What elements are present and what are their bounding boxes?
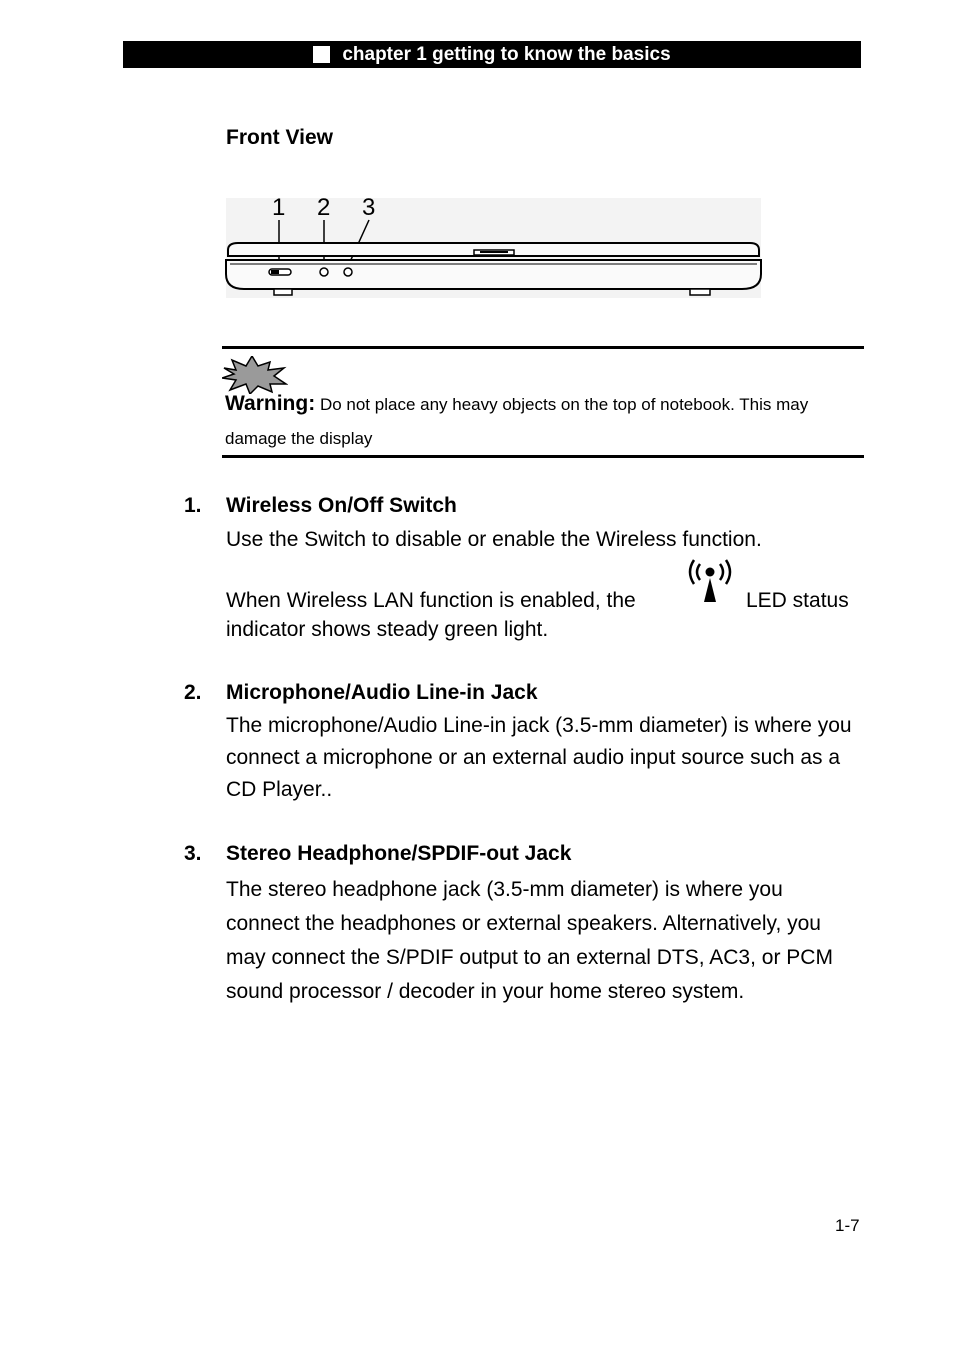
- item-title: Microphone/Audio Line-in Jack: [226, 681, 538, 704]
- item-title: Wireless On/Off Switch: [226, 494, 457, 517]
- warning-message: Do not place any heavy objects on the top of notebook. This may damage the display: [225, 395, 809, 448]
- section-title: Front View: [226, 126, 333, 149]
- item-number: 3.: [184, 842, 202, 865]
- item-number: 2.: [184, 681, 202, 704]
- square-bullet-icon: [313, 46, 330, 63]
- item-description: The microphone/Audio Line-in jack (3.5-mm diameter) is where you connect a microphone or an external audio input source such as a CD Player..: [226, 714, 852, 801]
- callout-3: 3: [362, 194, 376, 221]
- item-title: Stereo Headphone/SPDIF-out Jack: [226, 842, 572, 865]
- warning-label: Warning:: [225, 392, 316, 415]
- wireless-led-sentence-line2: indicator shows steady green light.: [226, 618, 549, 641]
- notebook-front-illustration: [222, 192, 767, 304]
- wireless-led-sentence-end: [746, 589, 849, 613]
- wireless-led-text-before: When Wireless LAN function is enabled, the: [226, 589, 636, 612]
- warning-text: [225, 387, 855, 456]
- item-description: Use the Switch to disable or enable the Wireless function.: [226, 528, 762, 551]
- notebook-front-view-figure: [222, 192, 767, 304]
- item-description: The stereo headphone jack (3.5-mm diameter) is where you connect the headphones or external speakers. Alternatively, you may connect the S/PDIF output to an external DTS, AC3, or PCM sound processor / decoder in your home stereo system.: [226, 878, 833, 1003]
- chapter-header-text: chapter 1 getting to know the basics: [342, 43, 671, 65]
- wireless-led-sentence: [226, 589, 636, 613]
- warning-box: [222, 346, 864, 458]
- wireless-antenna-icon: [682, 556, 738, 608]
- callout-1: 1: [272, 194, 286, 221]
- chapter-header: [123, 41, 861, 68]
- item-number: 1.: [184, 494, 202, 517]
- callout-2: 2: [317, 194, 331, 221]
- page-number: 1-7: [835, 1216, 860, 1235]
- wireless-led-text-after: LED status: [746, 589, 849, 612]
